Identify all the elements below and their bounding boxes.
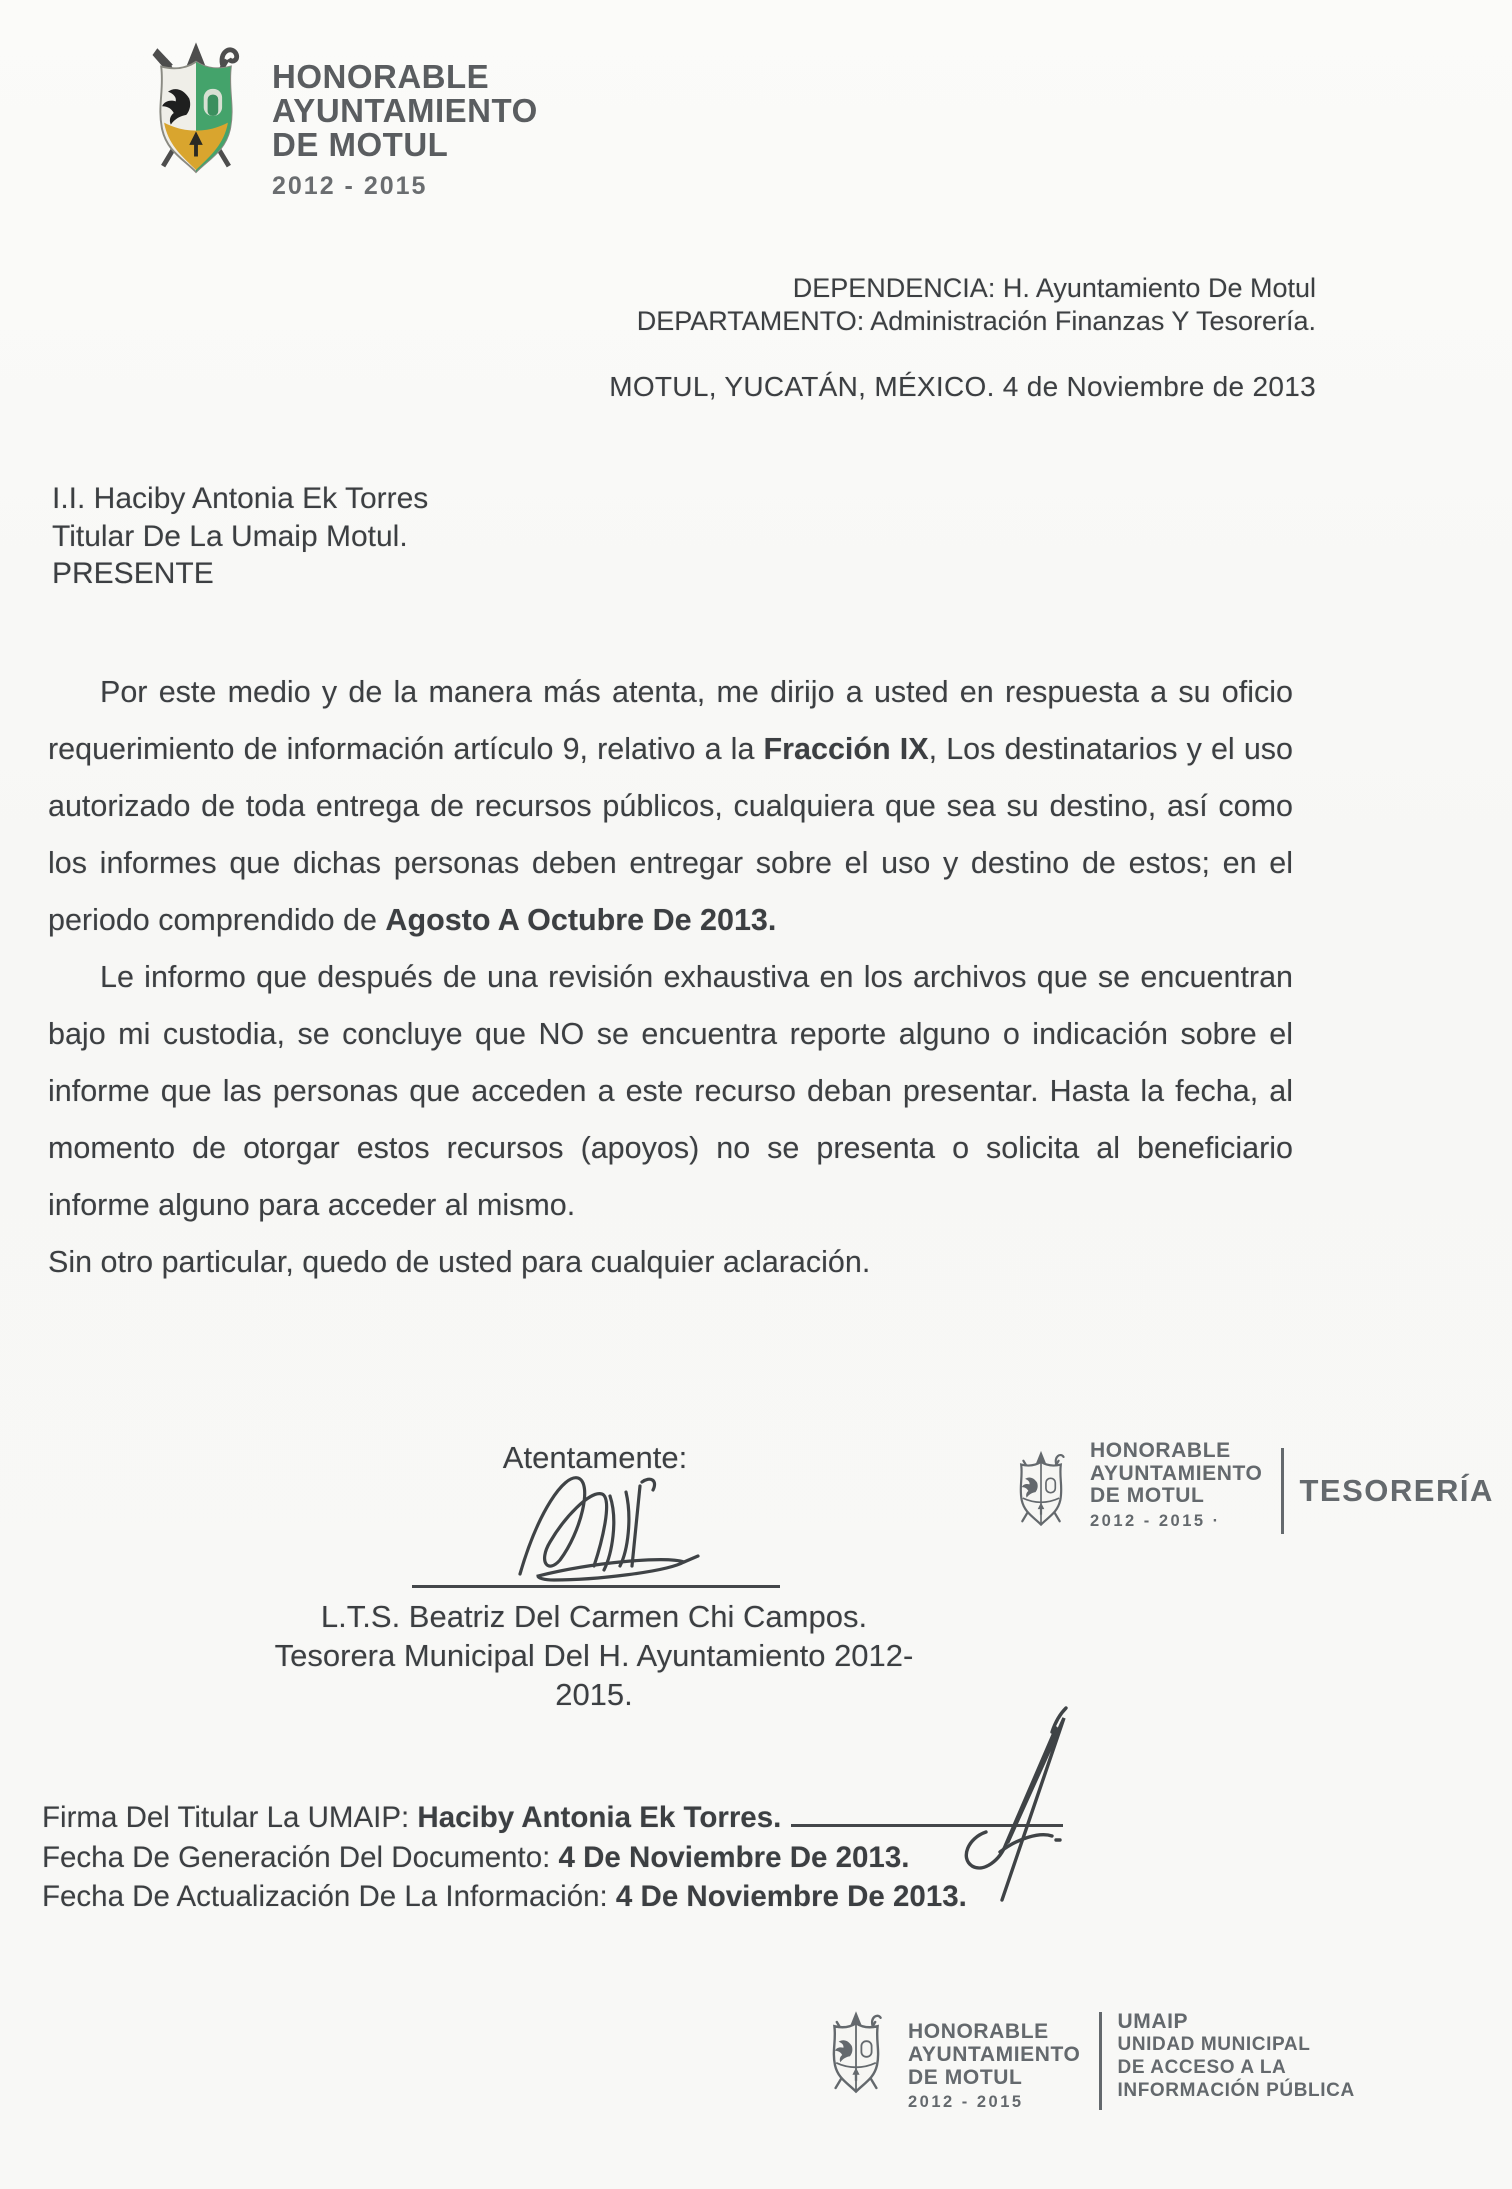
header-org-name (272, 60, 538, 203)
paragraph-1-bold-period: Agosto A Octubre De 2013. (385, 903, 777, 937)
generacion-value: 4 De Noviembre De 2013. (558, 1840, 910, 1874)
letter-body (48, 664, 1293, 1291)
paragraph-1-text: Por este medio y de la manera más atenta, me dirijo a usted en respuesta a su oficio requerimiento de información artículo 9, relativo a la (48, 675, 1293, 766)
tesoreria-stamp-org-line1: HONORABLE (1090, 1439, 1231, 1462)
paragraph-1 (48, 664, 1293, 949)
tesoreria-stamp-divider (1281, 1448, 1284, 1534)
closing-salutation: Atentamente: (502, 1440, 688, 1475)
dependencia-line: DEPENDENCIA: H. Ayuntamiento De Motul (792, 273, 1316, 303)
treasurer-signature (498, 1462, 708, 1592)
header-org-line3: DE MOTUL (272, 126, 449, 163)
paragraph-2: Le informo que después de una revisión exhaustiva en los archivos que se encuentran bajo mi custodia, se concluye que NO se encuentra reporte alguno o indicación sobre el informe que las personas que acceden a este recurso deban presentar. Hasta la fecha, al momento de otorgar estos recursos (apoyos) no se presenta o solicita al beneficiario informe alguno para acceder al mismo. (48, 960, 1293, 1222)
place-date-line: MOTUL, YUCATÁN, MÉXICO. 4 de Noviembre de 2013 (609, 371, 1316, 402)
tesoreria-stamp-period: 2012 - 2015 · (1090, 1511, 1221, 1530)
firma-label: Firma Del Titular La UMAIP: (42, 1801, 418, 1834)
tesoreria-stamp-org-line3: DE MOTUL (1090, 1484, 1205, 1507)
paragraph-1-bold-fraccion: Fracción IX (763, 732, 929, 766)
recipient-block (52, 480, 428, 593)
tesoreria-stamp-org-line2: AYUNTAMIENTO (1090, 1461, 1263, 1485)
umaip-stamp-dept (1118, 2010, 1355, 2102)
umaip-stamp-org-line2: AYUNTAMIENTO (908, 2043, 1081, 2066)
umaip-stamp-org-line1: HONORABLE (908, 2020, 1049, 2043)
umaip-stamp-org-line3: DE MOTUL (908, 2066, 1023, 2089)
umaip-stamp-dept-line1: UMAIP (1117, 2010, 1189, 2033)
actualizacion-label: Fecha De Actualización De La Información: (42, 1880, 616, 1913)
coat-of-arms-logo-icon (138, 38, 254, 188)
tesoreria-stamp-department: TESORERÍA (1299, 1473, 1494, 1508)
umaip-stamp (820, 1998, 1355, 2112)
signature-rule (412, 1585, 780, 1588)
firma-line (42, 1798, 1063, 1838)
generacion-line (42, 1838, 1063, 1878)
umaip-stamp-dept-line4: INFORMACIÓN PÚBLICA (1117, 2080, 1355, 2101)
actualizacion-line (42, 1877, 1063, 1917)
actualizacion-value: 4 De Noviembre De 2013. (615, 1880, 967, 1913)
signer-name: L.T.S. Beatriz Del Carmen Chi Campos. (320, 1599, 868, 1634)
signer-block (258, 1597, 930, 1714)
header-period: 2012 - 2015 (272, 172, 428, 200)
tesoreria-stamp-coat-of-arms-icon (1008, 1440, 1074, 1542)
umaip-signature (948, 1700, 1108, 1908)
umaip-stamp-period: 2012 - 2015 (908, 2093, 1024, 2111)
departamento-line: DEPARTAMENTO: Administración Finanzas Y Tesorería. (636, 306, 1316, 336)
umaip-stamp-coat-of-arms-icon (820, 1998, 892, 2112)
umaip-stamp-org (908, 2020, 1081, 2112)
firma-value: Haciby Antonia Ek Torres. (417, 1801, 782, 1834)
tesoreria-stamp-org (1090, 1440, 1263, 1531)
umaip-stamp-divider (1099, 2012, 1102, 2110)
footer-fields (42, 1798, 1063, 1917)
paragraph-1-text-2: , Los destinatarios y el uso autorizado de toda entrega de recursos públicos, cualquiera que sea su destino, así como los informes que dichas personas deben entregar sobre el uso y destino de estos; en el periodo comprendido de (48, 732, 1293, 937)
recipient-title: Titular De La Umaip Motul. (52, 519, 408, 553)
closing-line: Sin otro particular, quedo de usted para cualquier aclaración. (48, 1245, 871, 1279)
umaip-stamp-dept-line3: DE ACCESO A LA (1117, 2057, 1287, 2078)
header-org-line1: HONORABLE (272, 58, 490, 95)
tesoreria-stamp (1008, 1440, 1494, 1542)
umaip-stamp-dept-line2: UNIDAD MUNICIPAL (1117, 2034, 1311, 2055)
recipient-salutation: PRESENTE (52, 557, 214, 590)
signer-title: Tesorera Municipal Del H. Ayuntamiento 2012-2015. (274, 1638, 914, 1712)
header-org-line2: AYUNTAMIENTO (272, 92, 538, 129)
letterhead-block (609, 272, 1316, 403)
recipient-name: I.I. Haciby Antonia Ek Torres (52, 482, 429, 515)
generacion-label: Fecha De Generación Del Documento: (42, 1840, 559, 1874)
